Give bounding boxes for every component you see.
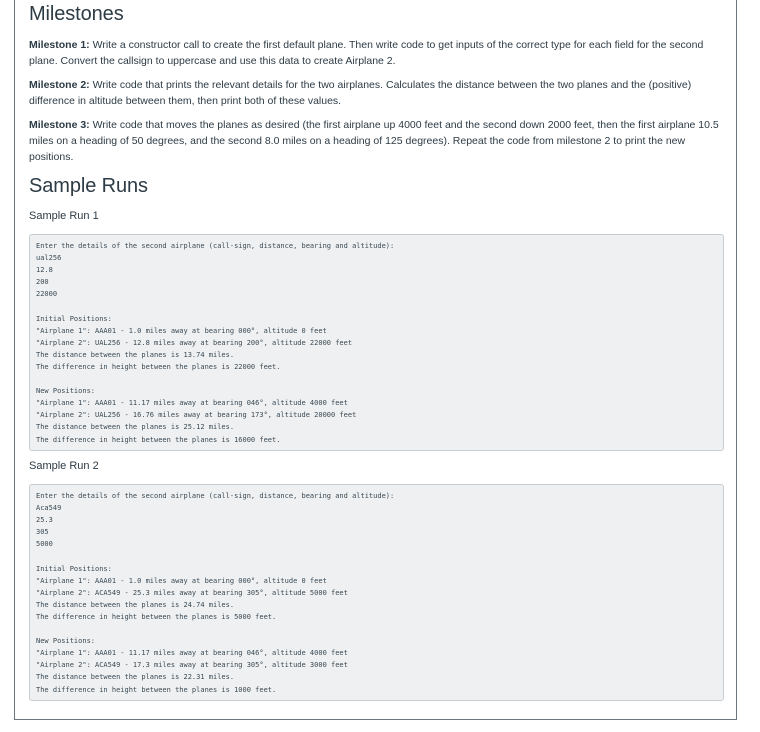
milestone-1 xyxy=(29,37,719,69)
milestone-3-label: Milestone 3: xyxy=(29,119,90,131)
sample-run-1-title: Sample Run 1 xyxy=(29,210,99,222)
sample-run-1-output: Enter the details of the second airplane (call-sign, distance, bearing and altitude): ual256 12.8 200 22000 Initial Positions: "Airplane 1": AAA01 - 1.0 miles away at bearing 000°, altitude 0 feet "Airplane 2": UAL256 - 12.8 miles away at bearing 200°, altitude 22000 feet The distance between the planes is 13.74 miles. The difference in height between the planes is 22000 feet. New Positions: "Airplane 1": AAA01 - 11.17 miles away at bearing 046°, altitude 4000 feet "Airplane 2": UAL256 - 16.76 miles away at bearing 173°, altitude 20000 feet The distance between the planes is 25.12 miles. The difference in height between the planes is 16000 feet. xyxy=(29,234,724,451)
milestone-1-text: Write a constructor call to create the first default plane. Then write code to get inputs of the correct type for each field for the second plane. Convert the callsign to uppercase and use this data to create Airplane 2. xyxy=(29,39,704,67)
milestone-2-text: Write code that prints the relevant details for the two airplanes. Calculates the distance between the two planes and the (positive) difference in altitude between them, then print both of these values. xyxy=(29,79,692,107)
milestone-3 xyxy=(29,117,729,165)
sample-run-2-title: Sample Run 2 xyxy=(29,460,99,472)
milestone-2 xyxy=(29,77,719,109)
milestone-1-label: Milestone 1: xyxy=(29,39,90,51)
milestones-heading: Milestones xyxy=(29,3,124,25)
sample-run-2-output: Enter the details of the second airplane (call-sign, distance, bearing and altitude): Aca549 25.3 305 5000 Initial Positions: "Airplane 1": AAA01 - 1.0 miles away at bearing 000°, altitude 0 feet "Airplane 2": ACA549 - 25.3 miles away at bearing 305°, altitude 5000 feet The distance between the planes is 24.74 miles. The difference in height between the planes is 5000 feet. New Positions: "Airplane 1": AAA01 - 11.17 miles away at bearing 046°, altitude 4000 feet "Airplane 2": ACA549 - 17.3 miles away at bearing 305°, altitude 3000 feet The distance between the planes is 22.31 miles. The difference in height between the planes is 1000 feet. xyxy=(29,484,724,701)
milestone-2-label: Milestone 2: xyxy=(29,79,90,91)
sample-runs-heading: Sample Runs xyxy=(29,175,148,197)
milestone-3-text: Write code that moves the planes as desired (the first airplane up 4000 feet and the second down 2000 feet, then the first airplane 10.5 miles on a heading of 50 degrees, and the second 8.0 miles on a heading of 125 degrees). Repeat the code from milestone 2 to print the new positions. xyxy=(29,119,719,163)
